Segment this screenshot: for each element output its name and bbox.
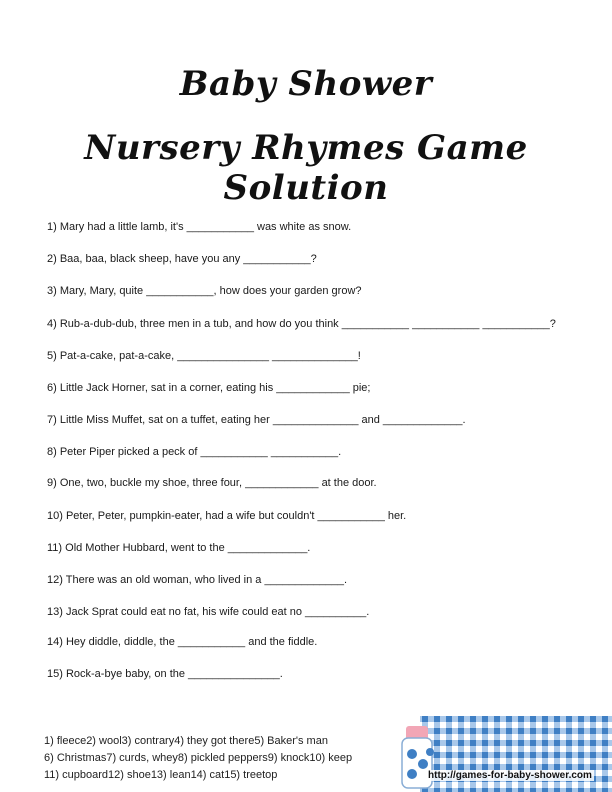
question-2: 2) Baa, baa, black sheep, have you any ___________? [47,253,317,265]
question-9: 9) One, two, buckle my shoe, three four, ____________ at the door. [47,477,377,489]
answer-line-1: 1) fleece2) wool3) contrary4) they got there5) Baker's man [44,735,328,747]
question-3: 3) Mary, Mary, quite ___________, how does your garden grow? [47,285,362,297]
website-link[interactable]: http://games-for-baby-shower.com [428,770,592,781]
question-7: 7) Little Miss Muffet, sat on a tuffet, eating her ______________ and _____________. [47,414,466,426]
question-13: 13) Jack Sprat could eat no fat, his wife could eat no __________. [47,606,370,618]
question-4: 4) Rub-a-dub-dub, three men in a tub, and how do you think ___________ ___________ ___________? [47,318,556,330]
answer-line-3: 11) cupboard12) shoe13) lean14) cat15) treetop [44,769,278,781]
question-6: 6) Little Jack Horner, sat in a corner, eating his ____________ pie; [47,382,371,394]
question-1: 1) Mary had a little lamb, it's ___________ was white as snow. [47,221,352,233]
question-10: 10) Peter, Peter, pumpkin-eater, had a wife but couldn't ___________ her. [47,510,407,522]
page-title: Baby Shower [179,64,433,104]
question-14: 14) Hey diddle, diddle, the ___________ and the fiddle. [47,636,318,648]
question-12: 12) There was an old woman, who lived in a _____________. [47,574,348,586]
question-8: 8) Peter Piper picked a peck of ___________ ___________. [47,446,342,458]
question-15: 15) Rock-a-bye baby, on the _______________. [47,668,283,680]
page-subtitle: Nursery Rhymes Game Solution [84,128,528,208]
question-11: 11) Old Mother Hubbard, went to the _____________. [47,542,311,554]
answer-line-2: 6) Christmas7) curds, whey8) pickled peppers9) knock10) keep [44,752,353,764]
question-5: 5) Pat-a-cake, pat-a-cake, _______________ ______________! [47,350,361,362]
answer-key [44,733,352,784]
